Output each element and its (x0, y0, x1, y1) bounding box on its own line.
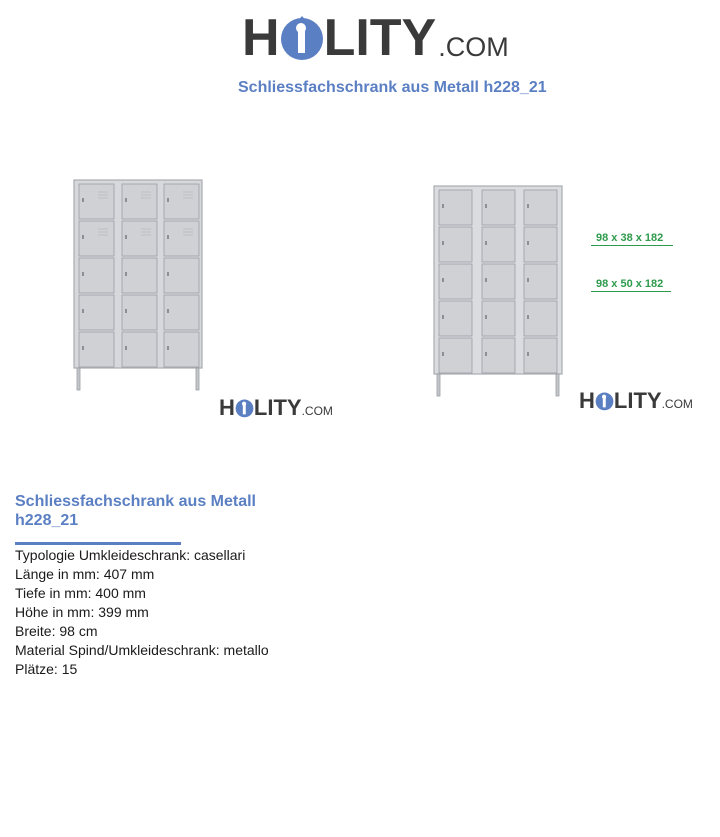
dimension-underline (591, 291, 671, 292)
watermark-suffix: .COM (661, 397, 693, 411)
spec-item: Höhe in mm: 399 mm (15, 604, 149, 620)
logo-o-icon (280, 12, 324, 64)
watermark-o-icon (235, 397, 254, 419)
section-divider (15, 542, 181, 545)
watermark-letter-h: H (219, 395, 235, 420)
dimension-label: 98 x 50 x 182 (596, 278, 664, 290)
spec-item: Typologie Umkleideschrank: casellari (15, 547, 246, 563)
watermark-letter-h: H (579, 388, 595, 413)
section-title: Schliessfachschrank aus Metall h228_21 (15, 493, 256, 529)
product-image-dimensions[interactable] (432, 184, 564, 400)
logo-letter-h: H (242, 9, 280, 67)
logo-letters-lity: LITY (323, 9, 437, 67)
spec-item: Tiefe in mm: 400 mm (15, 585, 146, 601)
watermark-letters-lity: LITY (613, 388, 662, 413)
site-logo[interactable] (242, 9, 509, 67)
spec-list (15, 546, 269, 679)
page-title: Schliessfachschrank aus Metall h228_21 (238, 79, 547, 96)
dimension-underline (591, 245, 673, 246)
watermark-o-icon (595, 390, 614, 412)
product-image-front[interactable] (72, 178, 204, 394)
image-watermark-logo (219, 397, 333, 419)
logo-suffix: .COM (438, 32, 509, 62)
spec-item: Plätze: 15 (15, 661, 78, 677)
spec-item: Breite: 98 cm (15, 623, 98, 639)
spec-item: Länge in mm: 407 mm (15, 566, 155, 582)
image-watermark-logo (579, 390, 693, 412)
spec-item: Material Spind/Umkleideschrank: metallo (15, 642, 269, 658)
watermark-suffix: .COM (301, 404, 333, 418)
dimension-label: 98 x 38 x 182 (596, 232, 664, 244)
watermark-letters-lity: LITY (253, 395, 302, 420)
